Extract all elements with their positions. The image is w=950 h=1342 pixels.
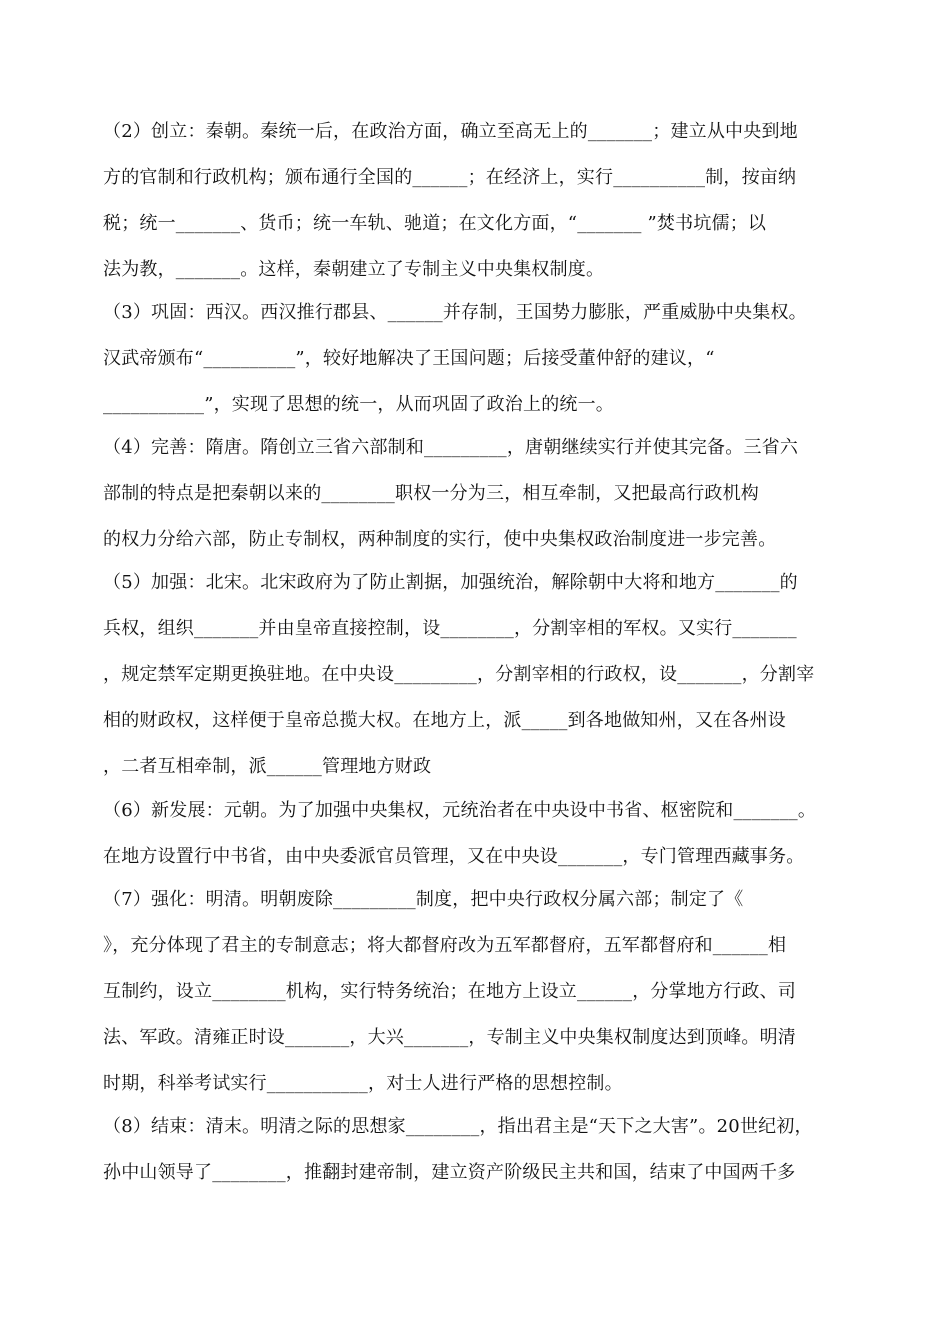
text-line: （4）完善：隋唐。隋创立三省六部制和_________，唐朝继续实行并使其完备。三省六 [103, 437, 799, 458]
text-line: ，二者互相牵制，派______管理地方财政 [103, 756, 432, 777]
text-line: 》，充分体现了君主的专制意志；将大都督府改为五军都督府，五军都督府和______相 [103, 935, 787, 956]
text-line: ，规定禁军定期更换驻地。在中央设_________，分割宰相的行政权，设_______，分割宰 [103, 664, 815, 685]
text-line: 方的官制和行政机构；颁布通行全国的______；在经济上，实行__________制，按亩纳 [103, 167, 797, 188]
text-line: 孙中山领导了________，推翻封建帝制，建立资产阶级民主共和国，结束了中国两千多 [103, 1162, 796, 1183]
text-line: （3）巩固：西汉。西汉推行郡县、______并存制，王国势力膨胀，严重威胁中央集权。 [103, 302, 807, 323]
text-line: 在地方设置行中书省，由中央委派官员管理，又在中央设_______，专门管理西藏事务。 [103, 846, 805, 867]
text-line: （2）创立：秦朝。秦统一后，在政治方面，确立至高无上的_______；建立从中央到地 [103, 121, 798, 142]
text-line: 税；统一_______、货币；统一车轨、驰道；在文化方面，“_______ ”焚书坑儒；以 [103, 213, 767, 234]
text-line: 兵权，组织_______并由皇帝直接控制，设________，分割宰相的军权。又实行_______ [103, 618, 797, 639]
text-line: 的权力分给六部，防止专制权，两种制度的实行，使中央集权政治制度进一步完善。 [103, 529, 777, 550]
text-line: 时期，科举考试实行___________，对士人进行严格的思想控制。 [103, 1073, 623, 1094]
text-line: 互制约，设立________机构，实行特务统治；在地方上设立______，分掌地方行政、司 [103, 981, 796, 1002]
text-line: 法、军政。清雍正时设_______，大兴_______，专制主义中央集权制度达到顶峰。明清 [103, 1027, 796, 1048]
text-line: 汉武帝颁布“__________”，较好地解决了王国问题；后接受董仲舒的建议，“ [103, 348, 715, 369]
text-line: 相的财政权，这样便于皇帝总揽大权。在地方上，派_____到各地做知州，又在各州设 [103, 710, 786, 731]
text-line: （6）新发展：元朝。为了加强中央集权，元统治者在中央设中书省、枢密院和_______。 [103, 800, 817, 821]
text-line: ___________”，实现了思想的统一，从而巩固了政治上的统一。 [103, 394, 614, 415]
text-line: （5）加强：北宋。北宋政府为了防止割据，加强统治，解除朝中大将和地方_______的 [103, 572, 798, 593]
text-line: 法为教，_______。这样，秦朝建立了专制主义中央集权制度。 [103, 259, 605, 280]
text-line: （8）结束：清末。明清之际的思想家________，指出君主是“天下之大害”。20世纪初， [103, 1116, 813, 1137]
text-line: （7）强化：明清。明朝废除_________制度，把中央行政权分属六部；制定了《 [103, 889, 744, 910]
text-line: 部制的特点是把秦朝以来的________职权一分为三，相互牵制，又把最高行政机构 [103, 483, 759, 504]
